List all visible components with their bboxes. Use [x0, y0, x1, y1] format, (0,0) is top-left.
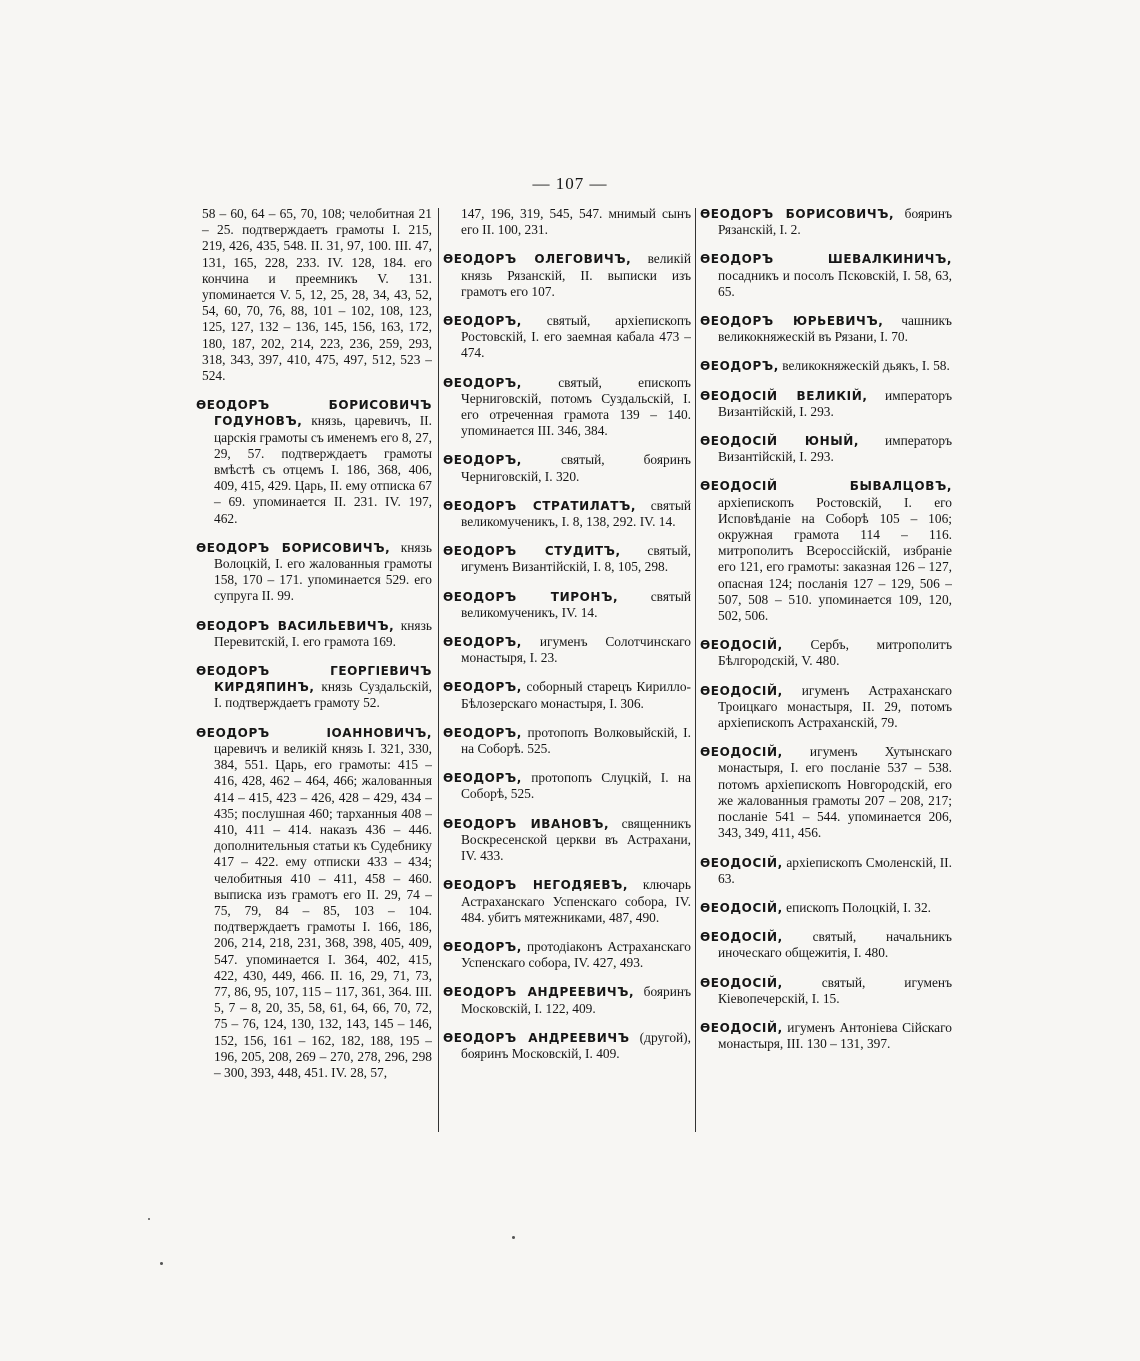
entry-headword: ѲЕОДОРЪ ТИРОНЪ,	[443, 589, 619, 604]
entry-headword: ѲЕОДОСІЙ БЫВАЛЦОВЪ,	[700, 479, 952, 494]
entry-headword: ѲЕОДОРЪ ОЛЕГОВИЧЪ,	[443, 252, 632, 267]
entry-text: князь Суздальскій, I. подтверждаетъ грамоту 52.	[214, 679, 432, 711]
column-divider	[438, 208, 439, 1132]
entry-text: святый, игуменъ Кіевопечерскій, I. 15.	[718, 974, 952, 1006]
entry-headword: ѲЕОДОРЪ ИВАНОВЪ,	[443, 816, 610, 831]
index-entry	[196, 397, 432, 527]
entry-headword: ѲЕОДОРЪ НЕГОДЯЕВЪ,	[443, 878, 629, 893]
column-divider	[695, 208, 696, 1132]
entry-text: императоръ Византійскій, I. 293.	[718, 387, 952, 419]
index-entry	[443, 206, 691, 238]
index-entry	[700, 478, 952, 624]
index-entry	[443, 375, 691, 440]
index-entry	[700, 433, 952, 465]
entry-headword: ѲЕОДОСІЙ ЮНЫЙ,	[700, 434, 860, 449]
entry-text: архіепископъ Ростовскій, I. его Исповѣданіе на Соборѣ 105 – 106; окружная грамота 114 – 116. митрополитъ Всероссійскій, избраніе его 121, его грамоты: заказная 126 – 127, опасная 124; посланія 127 – 129, 506 – 507, 508 – 510. упоминается 109, 120, 502, 506.	[718, 494, 952, 624]
entry-headword: ѲЕОДОРЪ,	[443, 375, 522, 390]
entry-headword: ѲЕОДОРЪ,	[700, 359, 779, 374]
entry-headword: ѲЕОДОСІЙ,	[700, 930, 783, 945]
entry-text: (другой), бояринъ Московскій, I. 409.	[461, 1029, 691, 1061]
index-entry	[443, 725, 691, 757]
entry-text: императоръ Византійскій, I. 293.	[718, 433, 952, 465]
index-entry	[700, 251, 952, 300]
entry-text: Сербъ, митрополитъ Бѣлгородскій, V. 480.	[718, 637, 952, 669]
entry-headword: ѲЕОДОСІЙ,	[700, 683, 783, 698]
index-entry	[443, 251, 691, 300]
entry-text: соборный старецъ Кирилло-Бѣлозерскаго монастыря, I. 306.	[461, 679, 691, 711]
entry-text: 147, 196, 319, 545, 547. мнимый сынъ его II. 100, 231.	[461, 206, 691, 238]
entry-headword: ѲЕОДОРЪ АНДРЕЕВИЧЪ,	[443, 985, 635, 1000]
index-entry	[443, 939, 691, 971]
entry-headword: ѲЕОДОСІЙ,	[700, 855, 783, 870]
index-entry	[700, 744, 952, 841]
entry-text: святый, архіепископъ Ростовскій, I. его заемная кабала 473 – 474.	[461, 313, 691, 361]
entry-headword: ѲЕОДОСІЙ,	[700, 975, 783, 990]
entry-text: 58 – 60, 64 – 65, 70, 108; челобитная 21 – 25. подтверждаетъ грамоты I. 215, 219, 426, 435, 548. II. 31, 97, 100. III. 47, 131, 165, 228, 233. IV. 128, 184. его кончина и преемникъ V. 131. упоминается V. 5, 12, 25, 28, 34, 43, 52, 54, 60, 70, 76, 88, 101 – 102, 108, 123, 125, 127, 132 – 136, 145, 156, 163, 172, 180, 187, 202, 214, 223, 236, 259, 293, 318, 343, 397, 410, 475, 497, 512, 523 – 524.	[202, 206, 432, 384]
index-entry	[196, 725, 432, 1081]
entry-headword: ѲЕОДОРЪ СТРАТИЛАТЪ,	[443, 498, 637, 513]
entry-headword: ѲЕОДОРЪ,	[443, 725, 522, 740]
index-entry	[700, 929, 952, 961]
entry-headword: ѲЕОДОРЪ ЮРЬЕВИЧЪ,	[700, 314, 884, 329]
entry-text: священникъ Воскресенской церкви въ Астрахани, IV. 433.	[461, 815, 691, 864]
entry-text: князь, царевичъ, II. царскія грамоты съ именемъ его 8, 27, 29, 57. подтверждаетъ грамоты вмѣстѣ съ отцемъ I. 186, 368, 406, 409, 415, 429. Царь, II. ему отписка 67 – 69. упоминается II. 231. IV. 197, 462.	[214, 413, 432, 526]
index-entry	[443, 984, 691, 1016]
entry-text: игуменъ Солотчинскаго монастыря, I. 23.	[461, 634, 691, 666]
scan-speck	[512, 1236, 515, 1239]
entry-text: великокняжескій дьякъ, I. 58.	[782, 358, 950, 374]
entry-text: святый великомученикъ, IV. 14.	[461, 588, 691, 620]
index-entry	[700, 313, 952, 345]
entry-text: ключарь Астраханскаго Успенскаго собора, IV. 484. убитъ мятежниками, 487, 490.	[461, 877, 691, 925]
entry-text: игуменъ Астраханскаго Троицкаго монастыря, II. 29, потомъ архіепископъ Астраханскій, 79.	[718, 682, 952, 731]
index-column-3	[700, 206, 952, 1131]
index-entry	[443, 634, 691, 666]
entry-headword: ѲЕОДОРЪ СТУДИТЪ,	[443, 544, 621, 559]
entry-headword: ѲЕОДОРЪ,	[443, 635, 522, 650]
index-entry	[443, 589, 691, 621]
entry-text: протопопъ Слуцкій, I. на Соборѣ, 525.	[461, 770, 691, 802]
index-entry	[443, 1030, 691, 1062]
entry-headword: ѲЕОДОСІЙ,	[700, 1020, 783, 1035]
entry-text: святый великомученикъ, I. 8, 138, 292. IV. 14.	[461, 497, 691, 530]
entry-headword: ѲЕОДОРЪ,	[443, 771, 522, 786]
index-entry	[443, 877, 691, 926]
entry-text: посадникъ и посолъ Псковскій, I. 58, 63, 65.	[718, 267, 952, 299]
index-column-2	[443, 206, 691, 1131]
scan-speck	[160, 1262, 163, 1265]
entry-headword: ѲЕОДОРЪ ГЕОРГІЕВИЧЪ КИРДЯПИНЪ,	[196, 664, 432, 695]
entry-text: святый, начальникъ иноческаго общежитія, I. 480.	[718, 929, 952, 961]
entry-headword: ѲЕОДОРЪ,	[443, 453, 522, 468]
entry-headword: ѲЕОДОРЪ,	[443, 680, 522, 695]
entry-headword: ѲЕОДОРЪ БОРИСОВИЧЪ ГОДУНОВЪ,	[196, 398, 432, 429]
index-entry	[700, 855, 952, 887]
index-entry	[700, 683, 952, 732]
entry-text: князь Перевитскій, I. его грамота 169.	[214, 617, 432, 649]
entry-text: игуменъ Хутынскаго монастыря, I. его посланіе 537 – 538. потомъ архіепископъ Новгородскій, его же жалованныя грамоты 207 – 208, 217; посланіе 541 – 544. упоминается 206, 343, 349, 411, 456.	[718, 744, 952, 841]
entry-headword: ѲЕОДОРЪ,	[443, 939, 522, 954]
index-entry	[196, 663, 432, 712]
entry-text: чашникъ великокняжескій въ Рязани, I. 70.	[718, 313, 952, 345]
entry-headword: ѲЕОДОРЪ ІОАННОВИЧЪ,	[196, 725, 432, 740]
entry-text: царевичъ и великій князь I. 321, 330, 384, 551. Царь, его грамоты: 415 – 416, 428, 462 – 464, 466; жалованныя 414 – 415, 423 – 426, 428 – 429, 434 – 435; послушная 460; тарханныя 408 – 410, 411 – 414. наказъ 436 – 446. дополнительныя статьи къ Судебнику 417 – 422. ему отписки 433 – 434; челобитныя 410 – 411, 458 – 460. выписка изъ грамотъ его II. 29, 74 – 75, 79, 84 – 85, 103 – 104. подтверждаетъ грамоты I. 166, 186, 206, 214, 218, 231, 368, 398, 405, 409, 547. упоминается I. 364, 402, 415, 422, 430, 449, 466. II. 16, 29, 71, 73, 77, 86, 95, 107, 115 – 117, 361, 364. III. 5, 7 – 8, 20, 35, 58, 61, 64, 66, 70, 72, 75 – 76, 124, 130, 132, 143, 145 – 146, 152, 156, 161 – 162, 182, 188, 195 – 196, 205, 208, 269 – 270, 278, 296, 298 – 300, 393, 448, 451. IV. 28, 57,	[214, 740, 432, 1080]
index-entry	[196, 540, 432, 605]
index-entry	[196, 618, 432, 650]
entry-text: бояринъ Московскій, I. 122, 409.	[461, 984, 691, 1016]
entry-text: протопопъ Волковыйскій, I. на Соборѣ. 525.	[461, 724, 691, 757]
entry-text: протодіаконъ Астраханскаго Успенскаго собора, IV. 427, 493.	[461, 938, 691, 971]
entry-headword: ѲЕОДОРЪ БОРИСОВИЧЪ,	[196, 540, 391, 555]
entry-headword: ѲЕОДОСІЙ ВЕЛИКІЙ,	[700, 388, 868, 403]
entry-text: святый, игуменъ Византійскій, I. 8, 105, 298.	[461, 543, 691, 575]
index-entry	[700, 206, 952, 238]
entry-text: великій князь Рязанскій, II. выписки изъ грамотъ его 107.	[461, 251, 691, 299]
index-entry	[443, 313, 691, 362]
index-entry	[443, 498, 691, 530]
scan-speck	[148, 1218, 150, 1220]
index-columns	[196, 206, 956, 1131]
entry-headword: ѲЕОДОРЪ АНДРЕЕВИЧЪ	[443, 1030, 630, 1045]
entry-text: святый, епископъ Черниговскій, потомъ Суздальскій, I. его отреченная грамота 139 – 140. упоминается III. 346, 384.	[461, 374, 691, 439]
entry-text: князь Волоцкій, I. его жалованныя грамоты 158, 170 – 171. упоминается 529. его супруга II. 99.	[214, 539, 432, 604]
index-entry	[700, 388, 952, 420]
entry-headword: ѲЕОДОСІЙ,	[700, 900, 783, 915]
index-entry	[700, 1020, 952, 1052]
entry-text: бояринъ Рязанскій, I. 2.	[718, 206, 952, 238]
page-number: — 107 —	[532, 174, 608, 193]
entry-headword: ѲЕОДОРЪ ВАСИЛЬЕВИЧЪ,	[196, 618, 395, 633]
index-entry	[700, 637, 952, 669]
entry-headword: ѲЕОДОСІЙ,	[700, 745, 783, 760]
entry-text: епископъ Полоцкій, I. 32.	[786, 899, 932, 915]
entry-text: святый, бояринъ Черниговскій, I. 320.	[461, 452, 691, 484]
index-entry	[700, 975, 952, 1007]
entry-text: архіепископъ Смоленскій, II. 63.	[718, 854, 952, 886]
entry-headword: ѲЕОДОРЪ,	[443, 314, 522, 329]
index-entry	[443, 452, 691, 484]
index-entry	[700, 900, 952, 916]
entry-headword: ѲЕОДОСІЙ,	[700, 638, 783, 653]
entry-headword: ѲЕОДОРЪ ШЕВАЛКИНИЧЪ,	[700, 252, 952, 267]
entry-text: игуменъ Антоніева Сійскаго монастыря, III. 130 – 131, 397.	[718, 1019, 952, 1052]
index-column-1	[196, 206, 432, 1131]
index-entry	[700, 358, 952, 374]
index-entry	[443, 770, 691, 802]
index-entry	[443, 816, 691, 865]
index-entry	[196, 206, 432, 384]
index-entry	[443, 543, 691, 575]
index-entry	[443, 679, 691, 711]
entry-headword: ѲЕОДОРЪ БОРИСОВИЧЪ,	[700, 207, 895, 221]
